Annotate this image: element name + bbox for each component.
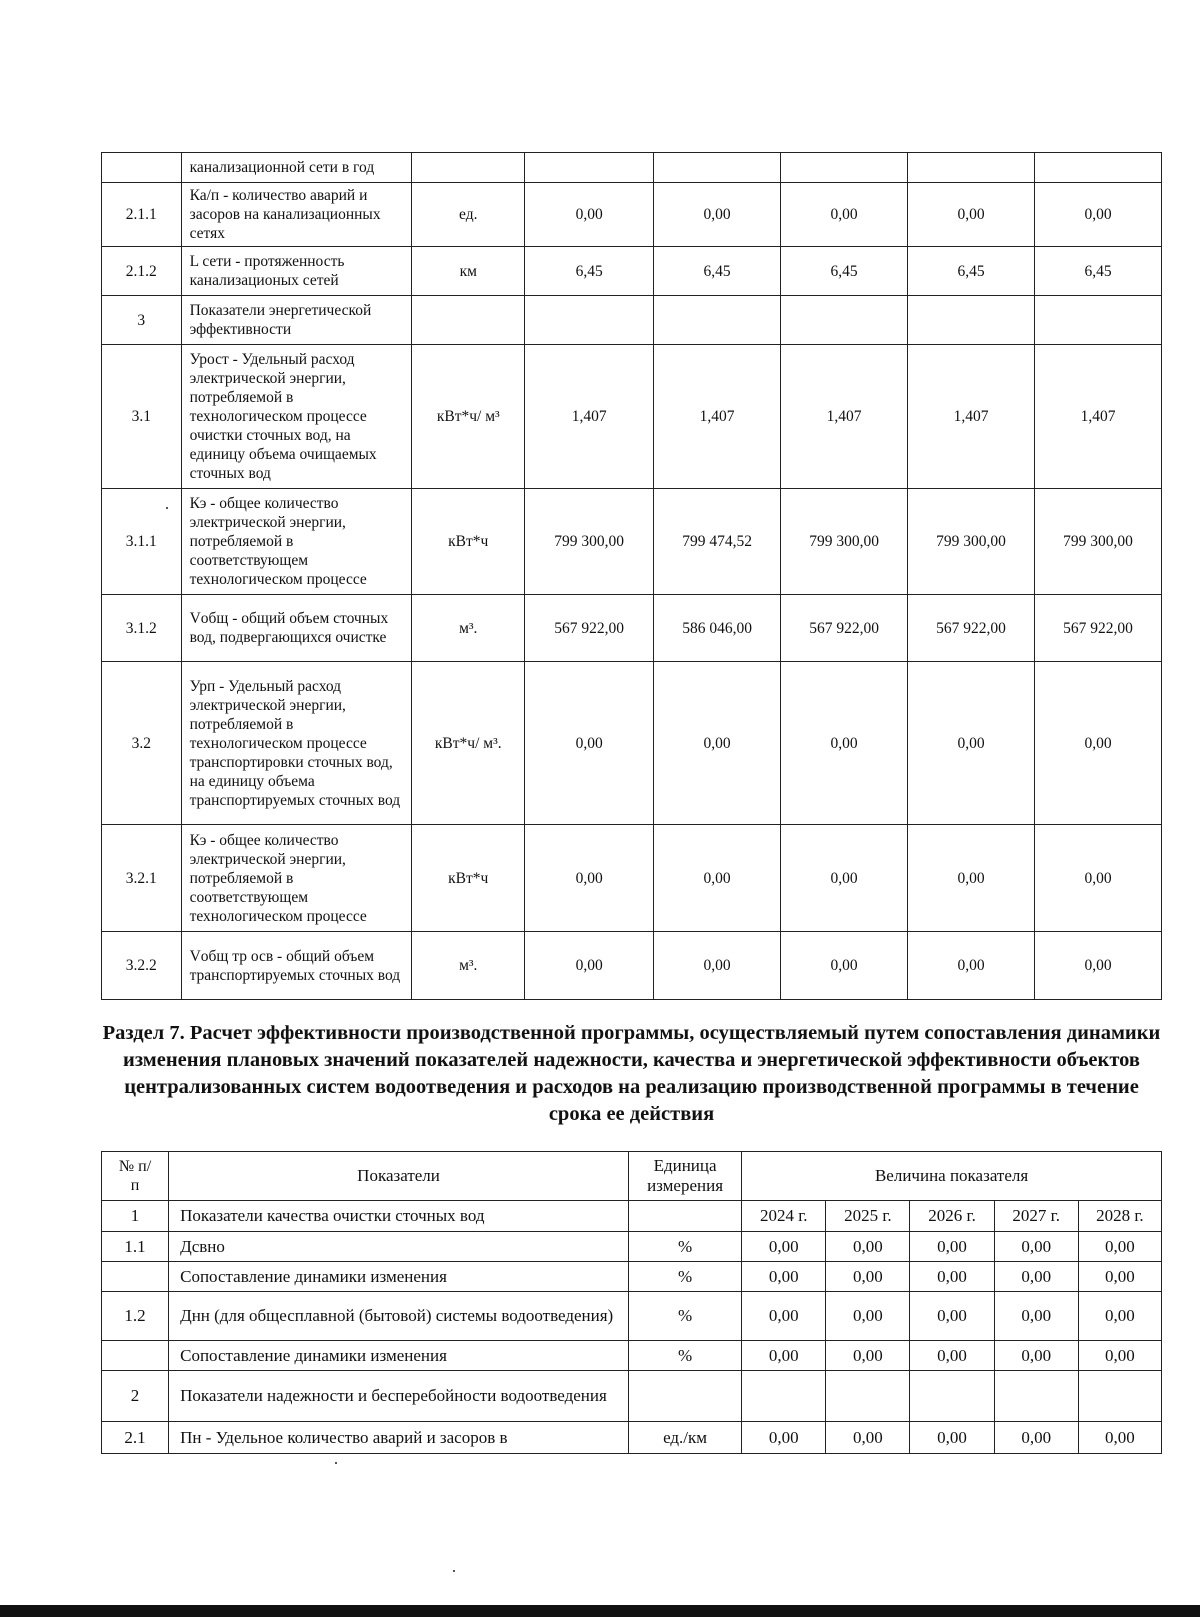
row-value: 2024 г. xyxy=(742,1201,826,1232)
row-number: 3 xyxy=(102,296,182,345)
row-value: 799 300,00 xyxy=(1035,489,1162,595)
row-value: 0,00 xyxy=(908,662,1035,825)
row-value xyxy=(781,153,908,183)
table2-header-row xyxy=(102,1152,1162,1201)
row-unit: кВт*ч/ м³ xyxy=(412,345,525,489)
row-value: 0,00 xyxy=(910,1422,994,1454)
row-value: 0,00 xyxy=(1035,932,1162,1000)
row-value: 0,00 xyxy=(781,662,908,825)
row-indicator-name: Кэ - общее количество электрической энергии, потребляемой в соответствующем технологическом процессе xyxy=(181,489,412,595)
row-number: 3.2.1 xyxy=(102,825,182,932)
table-row xyxy=(102,1292,1162,1341)
row-indicator-name: канализационной сети в год xyxy=(181,153,412,183)
row-indicator-name: Кэ - общее количество электрической энергии, потребляемой в соответствующем технологическом процессе xyxy=(181,825,412,932)
header-num: № п/п xyxy=(102,1152,169,1201)
row-value: 6,45 xyxy=(1035,247,1162,296)
row-unit: кВт*ч xyxy=(412,825,525,932)
row-value: 799 474,52 xyxy=(654,489,781,595)
row-value xyxy=(908,296,1035,345)
row-value xyxy=(910,1371,994,1422)
row-value: 0,00 xyxy=(525,662,654,825)
row-unit xyxy=(628,1371,741,1422)
row-value: 0,00 xyxy=(826,1292,910,1341)
row-value: 0,00 xyxy=(826,1341,910,1371)
row-indicator-name: Vобщ тр осв - общий объем транспортируемых сточных вод xyxy=(181,932,412,1000)
row-unit xyxy=(628,1201,741,1232)
row-value: 799 300,00 xyxy=(781,489,908,595)
row-value xyxy=(654,296,781,345)
row-value: 567 922,00 xyxy=(908,595,1035,662)
section-7-table xyxy=(101,1151,1162,1454)
row-value: 0,00 xyxy=(781,932,908,1000)
table-row xyxy=(102,1422,1162,1454)
row-unit: % xyxy=(628,1292,741,1341)
row-number xyxy=(102,1262,169,1292)
row-value: 0,00 xyxy=(742,1232,826,1262)
indicators-table-continued xyxy=(101,152,1162,1000)
header-unit: Единица измерения xyxy=(628,1152,741,1201)
row-value xyxy=(1035,153,1162,183)
row-value: 0,00 xyxy=(1078,1341,1161,1371)
scan-speck xyxy=(335,1462,337,1464)
row-unit xyxy=(412,153,525,183)
row-value: 1,407 xyxy=(654,345,781,489)
section-7-title: Раздел 7. Расчет эффективности производственной программы, осуществляемый путем сопоставления динамики изменения плановых значений показателей надежности, качества и энергетической эффективности объектов централизованных систем водоотведения и расходов на реализацию производственной программы в течение срока ее действия xyxy=(102,1022,1161,1125)
row-indicator-name: Показатели энергетической эффективности xyxy=(181,296,412,345)
row-value: 0,00 xyxy=(908,183,1035,247)
row-value: 6,45 xyxy=(781,247,908,296)
table1-body xyxy=(102,153,1162,1000)
row-value: 0,00 xyxy=(994,1262,1078,1292)
header-indicators: Показатели xyxy=(169,1152,629,1201)
row-value: 0,00 xyxy=(908,932,1035,1000)
row-value: 6,45 xyxy=(525,247,654,296)
row-value: 0,00 xyxy=(826,1262,910,1292)
row-value: 0,00 xyxy=(525,183,654,247)
row-unit: м³. xyxy=(412,932,525,1000)
row-number: 3.1.2 xyxy=(102,595,182,662)
row-value: 0,00 xyxy=(525,932,654,1000)
row-value: 0,00 xyxy=(742,1422,826,1454)
row-value: 0,00 xyxy=(994,1292,1078,1341)
table2-body xyxy=(102,1152,1162,1201)
row-number: 1.1 xyxy=(102,1232,169,1262)
row-value: 0,00 xyxy=(1078,1292,1161,1341)
table-row xyxy=(102,1341,1162,1371)
row-value: 0,00 xyxy=(742,1262,826,1292)
row-value: 0,00 xyxy=(654,183,781,247)
table-row xyxy=(102,247,1162,296)
row-number xyxy=(102,153,182,183)
row-value: 799 300,00 xyxy=(525,489,654,595)
row-value: 1,407 xyxy=(908,345,1035,489)
row-value xyxy=(654,153,781,183)
row-unit: % xyxy=(628,1341,741,1371)
row-value: 567 922,00 xyxy=(781,595,908,662)
row-value: 0,00 xyxy=(1035,662,1162,825)
row-unit: кВт*ч xyxy=(412,489,525,595)
row-value: 2026 г. xyxy=(910,1201,994,1232)
row-indicator-name: Сопоставление динамики изменения xyxy=(169,1341,629,1371)
row-value: 2025 г. xyxy=(826,1201,910,1232)
row-indicator-name: Днн (для общесплавной (бытовой) системы водоотведения) xyxy=(169,1292,629,1341)
row-value xyxy=(781,296,908,345)
row-value: 0,00 xyxy=(525,825,654,932)
row-value: 1,407 xyxy=(1035,345,1162,489)
scan-speck xyxy=(166,507,168,509)
row-value: 0,00 xyxy=(742,1292,826,1341)
scan-speck xyxy=(453,1570,455,1572)
row-value: 0,00 xyxy=(654,932,781,1000)
table-row xyxy=(102,595,1162,662)
table-row xyxy=(102,1371,1162,1422)
row-number: 3.2 xyxy=(102,662,182,825)
row-value: 6,45 xyxy=(908,247,1035,296)
row-value: 0,00 xyxy=(994,1341,1078,1371)
row-value: 0,00 xyxy=(908,825,1035,932)
row-value: 0,00 xyxy=(826,1422,910,1454)
row-value xyxy=(525,153,654,183)
row-indicator-name: Ка/п - количество аварий и засоров на канализационных сетях xyxy=(181,183,412,247)
table-row xyxy=(102,662,1162,825)
table-row xyxy=(102,1262,1162,1292)
row-value: 799 300,00 xyxy=(908,489,1035,595)
row-number: 2.1 xyxy=(102,1422,169,1454)
row-value xyxy=(525,296,654,345)
table-row xyxy=(102,825,1162,932)
table-row xyxy=(102,1201,1162,1232)
row-value: 6,45 xyxy=(654,247,781,296)
row-indicator-name: Показатели надежности и бесперебойности водоотведения xyxy=(169,1371,629,1422)
row-number: 3.2.2 xyxy=(102,932,182,1000)
row-value: 0,00 xyxy=(1035,183,1162,247)
scan-edge-line xyxy=(0,1605,1200,1617)
header-value: Величина показателя xyxy=(742,1152,1162,1201)
table-row xyxy=(102,932,1162,1000)
row-unit: % xyxy=(628,1262,741,1292)
row-value: 2027 г. xyxy=(994,1201,1078,1232)
row-number: 3.1.1 xyxy=(102,489,182,595)
row-unit xyxy=(412,296,525,345)
row-unit: кВт*ч/ м³. xyxy=(412,662,525,825)
row-indicator-name: Показатели качества очистки сточных вод xyxy=(169,1201,629,1232)
row-value xyxy=(1078,1371,1161,1422)
row-value xyxy=(908,153,1035,183)
row-indicator-name: Урост - Удельный расход электрической энергии, потребляемой в технологическом процессе очистки сточных вод, на единицу объема очищаемых сточных вод xyxy=(181,345,412,489)
row-number: 2.1.2 xyxy=(102,247,182,296)
row-indicator-name: Дсвно xyxy=(169,1232,629,1262)
row-value: 0,00 xyxy=(994,1232,1078,1262)
row-value: 1,407 xyxy=(781,345,908,489)
row-number: 2 xyxy=(102,1371,169,1422)
row-value xyxy=(994,1371,1078,1422)
table2-data xyxy=(102,1201,1162,1454)
row-unit: % xyxy=(628,1232,741,1262)
row-indicator-name: L сети - протяженность канализационых сетей xyxy=(181,247,412,296)
row-value: 0,00 xyxy=(826,1232,910,1262)
row-number: 2.1.1 xyxy=(102,183,182,247)
row-value: 567 922,00 xyxy=(1035,595,1162,662)
table-row xyxy=(102,296,1162,345)
row-number xyxy=(102,1341,169,1371)
row-value: 0,00 xyxy=(1078,1262,1161,1292)
row-number: 1 xyxy=(102,1201,169,1232)
row-value: 0,00 xyxy=(1078,1232,1161,1262)
row-value: 0,00 xyxy=(781,183,908,247)
row-value: 0,00 xyxy=(742,1341,826,1371)
row-value: 0,00 xyxy=(910,1292,994,1341)
row-value xyxy=(1035,296,1162,345)
table-row xyxy=(102,345,1162,489)
row-value: 0,00 xyxy=(1035,825,1162,932)
row-value xyxy=(826,1371,910,1422)
row-value: 2028 г. xyxy=(1078,1201,1161,1232)
row-indicator-name: Пн - Удельное количество аварий и засоров в xyxy=(169,1422,629,1454)
table-row xyxy=(102,489,1162,595)
row-value: 0,00 xyxy=(910,1232,994,1262)
row-value: 586 046,00 xyxy=(654,595,781,662)
table-row xyxy=(102,183,1162,247)
table-row xyxy=(102,1232,1162,1262)
row-value: 0,00 xyxy=(654,825,781,932)
row-indicator-name: Vобщ - общий объем сточных вод, подвергающихся очистке xyxy=(181,595,412,662)
row-indicator-name: Сопоставление динамики изменения xyxy=(169,1262,629,1292)
row-value: 0,00 xyxy=(781,825,908,932)
row-indicator-name: Урп - Удельный расход электрической энергии, потребляемой в технологическом процессе транспортировки сточных вод, на единицу объема транспортируемых сточных вод xyxy=(181,662,412,825)
row-unit: ед./км xyxy=(628,1422,741,1454)
row-unit: м³. xyxy=(412,595,525,662)
row-unit: км xyxy=(412,247,525,296)
table-row xyxy=(102,153,1162,183)
row-value: 0,00 xyxy=(1078,1422,1161,1454)
row-value: 567 922,00 xyxy=(525,595,654,662)
row-value: 0,00 xyxy=(654,662,781,825)
row-value: 0,00 xyxy=(994,1422,1078,1454)
row-number: 3.1 xyxy=(102,345,182,489)
row-value: 0,00 xyxy=(910,1262,994,1292)
row-value: 0,00 xyxy=(910,1341,994,1371)
row-unit: ед. xyxy=(412,183,525,247)
row-number: 1.2 xyxy=(102,1292,169,1341)
row-value xyxy=(742,1371,826,1422)
row-value: 1,407 xyxy=(525,345,654,489)
